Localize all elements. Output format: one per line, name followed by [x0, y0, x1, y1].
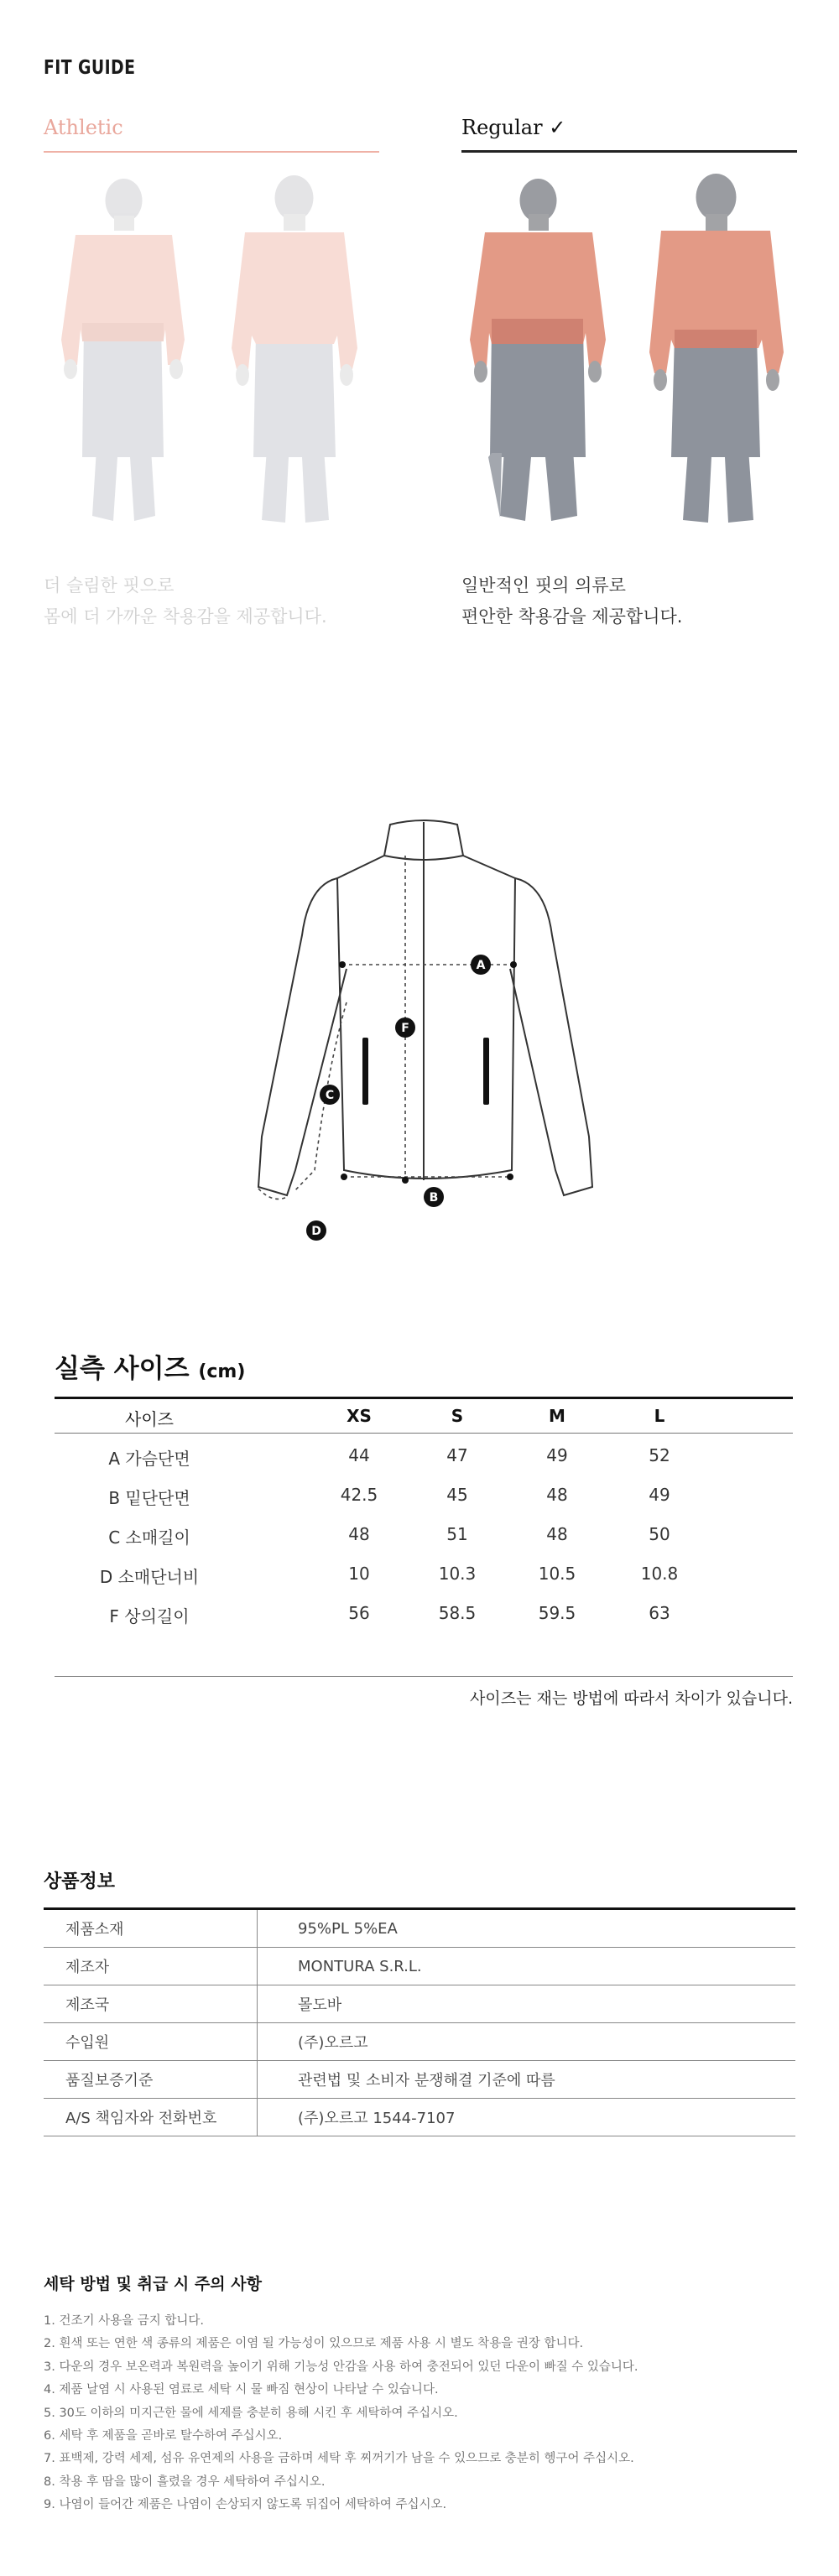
info-key: 품질보증기준: [44, 2061, 258, 2099]
fit-regular-description: [461, 570, 682, 632]
fit-athletic-desc-line1: 더 슬림한 핏으로: [44, 575, 175, 596]
label-f: F: [401, 1022, 409, 1035]
list-item: 2. 흰색 또는 연한 색 종류의 제품은 이염 될 가능성이 있으므로 제품 사용 시 별도 착용을 권장 합니다.: [44, 2337, 584, 2351]
size-cell: 50: [649, 1524, 670, 1544]
size-cell: 51: [446, 1524, 468, 1544]
regular-figures: [451, 172, 804, 533]
fit-guide-title: FIT GUIDE: [44, 57, 136, 79]
athletic-figures: [34, 172, 386, 533]
size-cell: 44: [348, 1445, 370, 1465]
size-row-name: C 소매길이: [108, 1527, 190, 1548]
regular-female-figure: [470, 179, 606, 521]
size-cell: 56: [348, 1603, 370, 1623]
size-table-title: [55, 1347, 245, 1385]
regular-male-figure: [649, 174, 784, 523]
athletic-male-figure: [232, 175, 357, 523]
size-cell: 59.5: [538, 1603, 576, 1623]
info-value: (주)오르고 1544-7107: [258, 2099, 796, 2136]
list-item: 3. 다운의 경우 보온력과 복원력을 높이기 위해 기능성 안감을 사용 하여 충전되어 있던 다운이 빠질 수 있습니다.: [44, 2360, 638, 2374]
size-cell: 48: [546, 1485, 568, 1505]
athletic-female-figure: [61, 179, 185, 521]
info-value: 95%PL 5%EA: [258, 1909, 796, 1948]
list-item: 8. 착용 후 땀을 많이 흘렸을 경우 세탁하여 주십시오.: [44, 2475, 326, 2489]
fit-athletic-underline: [44, 151, 379, 153]
list-item: 7. 표백제, 강력 세제, 섬유 유연제의 사용을 금하며 세탁 후 찌꺼기가 남을 수 있으므로 충분히 헹구어 주십시오.: [44, 2452, 634, 2466]
size-cell: 58.5: [438, 1603, 477, 1623]
info-key: 제품소재: [44, 1909, 258, 1948]
size-title-unit: (cm): [198, 1361, 246, 1382]
size-table-bottom-rule: [55, 1676, 793, 1677]
fit-regular-label: [461, 116, 565, 139]
size-cell: 48: [348, 1524, 370, 1544]
label-a: A: [476, 959, 486, 972]
info-value: 몰도바: [258, 1985, 796, 2023]
fit-athletic-desc-line2: 몸에 더 가까운 착용감을 제공합니다.: [44, 606, 327, 627]
info-key: 제조국: [44, 1985, 258, 2023]
size-cell: 10.5: [538, 1564, 576, 1584]
size-cell: 45: [446, 1485, 468, 1505]
table-row: [44, 2099, 795, 2136]
fit-regular-desc-line2: 편안한 착용감을 제공합니다.: [461, 606, 683, 627]
check-icon: ✓: [549, 116, 566, 139]
size-cell: 47: [446, 1445, 468, 1465]
size-cell: 10: [348, 1564, 370, 1584]
size-cell: 49: [546, 1445, 568, 1465]
size-cell: 52: [649, 1445, 670, 1465]
wash-instructions-title: 세탁 방법 및 취급 시 주의 사항: [44, 2275, 262, 2293]
size-table-top-rule: [55, 1397, 793, 1399]
table-row: [44, 1985, 795, 2023]
table-row: [44, 2061, 795, 2099]
jacket-outline: [258, 820, 592, 1195]
table-row: [44, 1909, 795, 1948]
list-item: 5. 30도 이하의 미지근한 물에 세제를 충분히 용해 시킨 후 세탁하여 주십시오.: [44, 2406, 458, 2420]
jacket-measurement-diagram: [243, 818, 604, 1241]
size-cell: 10.3: [438, 1564, 477, 1584]
label-c: C: [325, 1089, 335, 1102]
size-table-note: 사이즈는 재는 방법에 따라서 차이가 있습니다.: [470, 1689, 793, 1708]
table-row: [44, 2023, 795, 2061]
fit-athletic-description: [44, 570, 327, 632]
list-item: 4. 제품 날염 시 사용된 염료로 세탁 시 물 빠짐 현상이 나타날 수 있습니다.: [44, 2383, 439, 2397]
size-header-s: S: [451, 1406, 464, 1426]
info-value: 관련법 및 소비자 분쟁해결 기준에 따름: [258, 2061, 796, 2099]
size-cell: 49: [649, 1485, 670, 1505]
table-row: [44, 1948, 795, 1985]
wash-instructions-list: [44, 2310, 799, 2517]
fit-regular-underline: [461, 150, 797, 153]
info-key: 제조자: [44, 1948, 258, 1985]
list-item: 1. 건조기 사용을 금지 합니다.: [44, 2314, 204, 2328]
fit-athletic-label: Athletic: [44, 116, 123, 139]
label-b: B: [429, 1191, 439, 1205]
size-title-text: 실측 사이즈: [55, 1354, 190, 1384]
label-d: D: [311, 1225, 321, 1238]
right-pocket: [483, 1038, 489, 1105]
info-value: (주)오르고: [258, 2023, 796, 2061]
size-header-l: L: [654, 1406, 665, 1426]
size-header-label: 사이즈: [125, 1409, 174, 1429]
size-row-name: F 상의길이: [109, 1606, 190, 1626]
fit-regular-text: Regular: [461, 116, 543, 139]
size-cell: 42.5: [340, 1485, 378, 1505]
info-key: A/S 책임자와 전화번호: [44, 2099, 258, 2136]
info-value: MONTURA S.R.L.: [258, 1948, 796, 1985]
fit-regular-desc-line1: 일반적인 핏의 의류로: [461, 575, 626, 596]
size-row-name: B 밑단단면: [108, 1488, 190, 1508]
list-item: 9. 나염이 들어간 제품은 나염이 손상되지 않도록 뒤집어 세탁하여 주십시오.: [44, 2498, 447, 2512]
product-info-title: 상품정보: [44, 1871, 116, 1892]
product-info-table: [44, 1907, 795, 2136]
size-cell: 10.8: [640, 1564, 679, 1584]
size-cell: 63: [649, 1603, 670, 1623]
size-row-name: D 소매단너비: [99, 1567, 200, 1587]
size-row-name: A 가슴단면: [108, 1449, 190, 1469]
size-header-xs: XS: [347, 1406, 372, 1426]
size-header-m: M: [549, 1406, 565, 1426]
size-cell: 48: [546, 1524, 568, 1544]
size-table-header-rule: [55, 1433, 793, 1434]
info-key: 수입원: [44, 2023, 258, 2061]
left-pocket: [362, 1038, 368, 1105]
list-item: 6. 세탁 후 제품을 곧바로 탈수하여 주십시오.: [44, 2429, 283, 2443]
